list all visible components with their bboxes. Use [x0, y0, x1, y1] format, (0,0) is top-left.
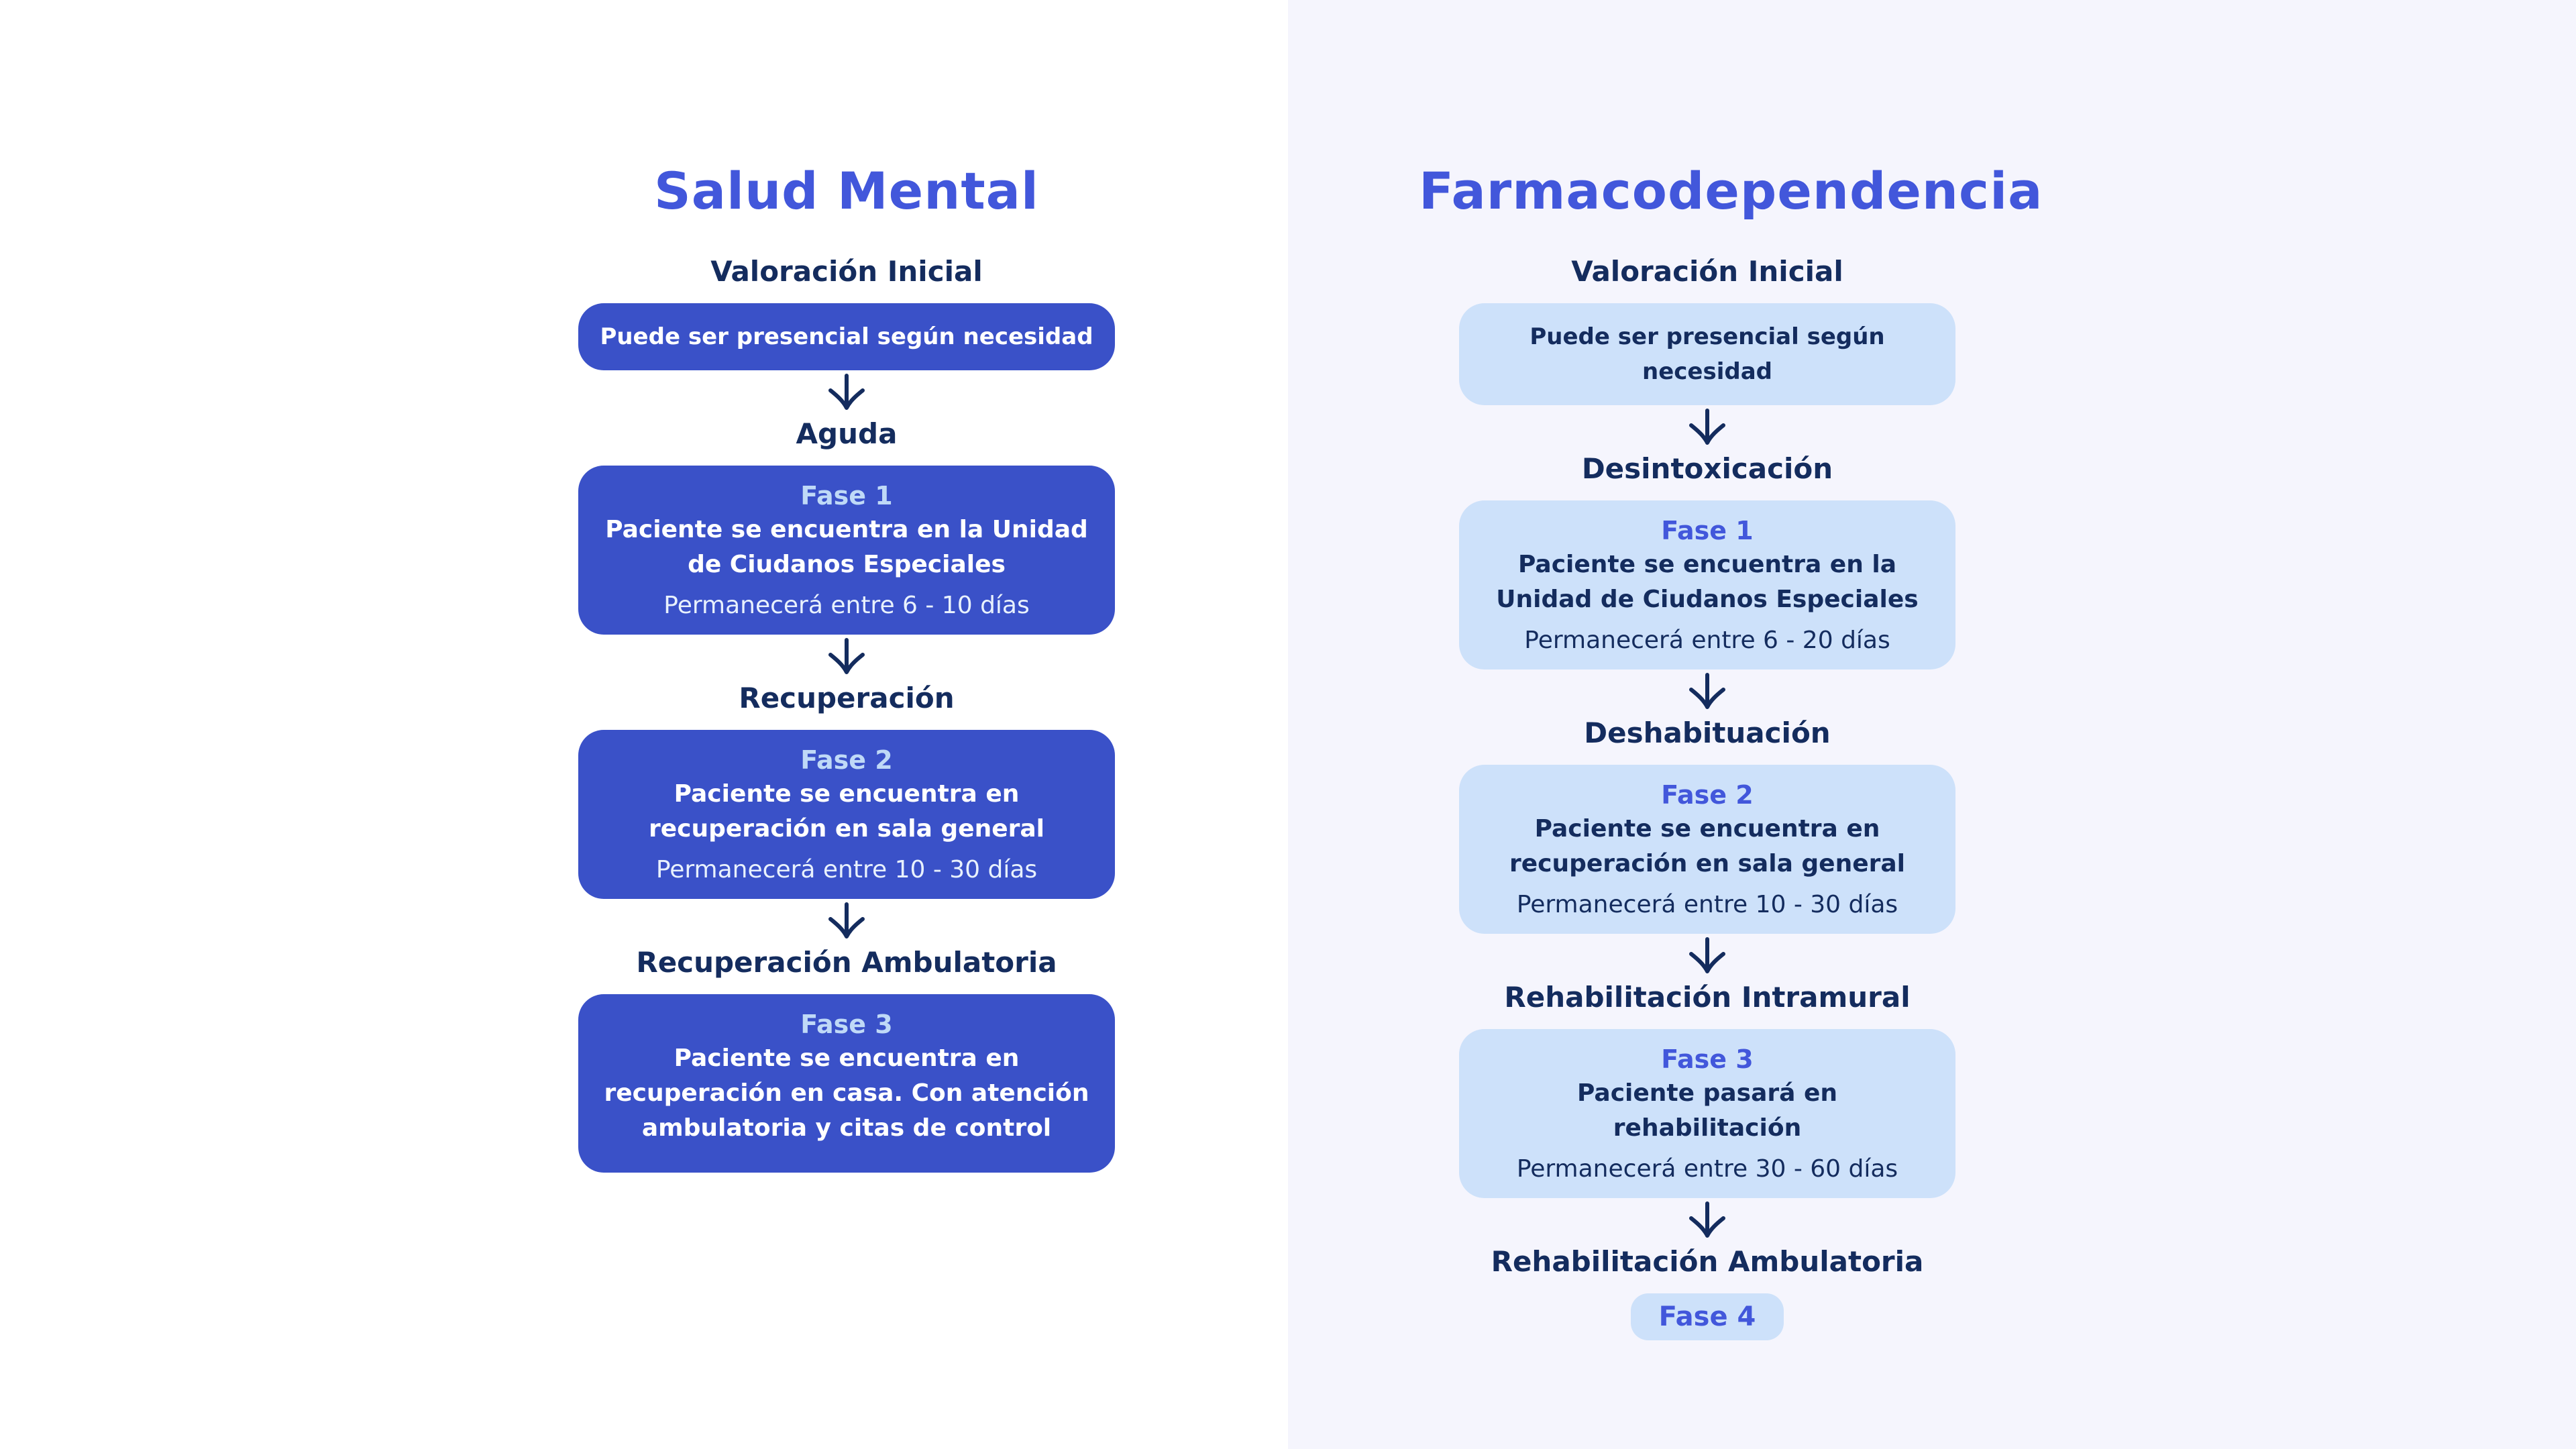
fase-box — [1459, 1029, 1955, 1198]
salud-mental-column — [558, 0, 1135, 1173]
fase-chip: Fase 4 — [1631, 1293, 1784, 1340]
step-rehabilitacion-ambulatoria — [1419, 1245, 1996, 1340]
step-deshabituacion — [1419, 716, 1996, 977]
intro-box — [1459, 303, 1955, 405]
down-arrow-icon — [1682, 1201, 1733, 1241]
fase-label: Fase 1 — [1661, 516, 1754, 545]
fase-body: Paciente pasará en rehabilitación — [1576, 1079, 1837, 1142]
step-heading: Recuperación Ambulatoria — [636, 946, 1057, 979]
fase-body: Paciente se encuentra en recuperación en casa. Con atención ambulatoria y citas de control — [604, 1044, 1089, 1142]
step-rehabilitacion-intramural — [1419, 981, 1996, 1241]
down-arrow-icon — [1682, 936, 1733, 977]
step-valoracion-inicial — [1419, 255, 1996, 448]
fase-body: Paciente se encuentra en recuperación en sala general — [648, 780, 1045, 843]
fase-label: Fase 3 — [800, 1010, 893, 1039]
fase-duration: Permanecerá entre 6 - 10 días — [663, 592, 1030, 619]
step-desintoxicacion — [1419, 452, 1996, 712]
step-heading: Rehabilitación Ambulatoria — [1491, 1245, 1924, 1278]
intro-box — [578, 303, 1115, 370]
step-heading: Recuperación — [739, 682, 955, 714]
fase-body: Paciente se encuentra en la Unidad de Ciudanos Especiales — [1496, 551, 1919, 613]
intro-box-text: Puede ser presencial según necesidad — [1529, 323, 1885, 385]
fase-duration: Permanecerá entre 30 - 60 días — [1516, 1155, 1898, 1183]
down-arrow-icon — [821, 637, 872, 678]
fase-duration: Permanecerá entre 6 - 20 días — [1524, 627, 1890, 654]
fase-body: Paciente se encuentra en la Unidad de Ciudanos Especiales — [605, 516, 1088, 578]
step-heading: Desintoxicación — [1581, 452, 1833, 485]
fase-box — [578, 466, 1115, 635]
fase-box — [1459, 765, 1955, 934]
step-heading: Valoración Inicial — [1571, 255, 1843, 288]
farmacodependencia-title: Farmacodependencia — [1419, 161, 2043, 221]
fase-duration: Permanecerá entre 10 - 30 días — [1516, 891, 1898, 918]
fase-label: Fase 2 — [800, 745, 893, 775]
step-heading: Deshabituación — [1584, 716, 1831, 749]
fase-duration: Permanecerá entre 10 - 30 días — [655, 856, 1038, 883]
step-heading: Valoración Inicial — [710, 255, 983, 288]
down-arrow-icon — [1682, 408, 1733, 448]
down-arrow-icon — [1682, 672, 1733, 712]
fase-box — [578, 994, 1115, 1173]
step-heading: Rehabilitación Intramural — [1504, 981, 1911, 1014]
intro-box-text: Puede ser presencial según necesidad — [600, 323, 1093, 350]
fase-label: Fase 3 — [1661, 1044, 1754, 1074]
salud-mental-title: Salud Mental — [654, 161, 1039, 221]
step-valoracion-inicial — [558, 255, 1135, 413]
step-recuperacion — [558, 682, 1135, 942]
down-arrow-icon — [821, 902, 872, 942]
fase-label: Fase 2 — [1661, 780, 1754, 810]
down-arrow-icon — [821, 373, 872, 413]
step-recuperacion-ambulatoria — [558, 946, 1135, 1173]
farmacodependencia-column — [1419, 0, 2043, 1340]
fase-box — [578, 730, 1115, 899]
step-heading: Aguda — [796, 417, 898, 450]
step-aguda — [558, 417, 1135, 678]
fase-label: Fase 1 — [800, 481, 893, 511]
fase-box — [1459, 500, 1955, 669]
fase-body: Paciente se encuentra en recuperación en sala general — [1509, 815, 1906, 877]
